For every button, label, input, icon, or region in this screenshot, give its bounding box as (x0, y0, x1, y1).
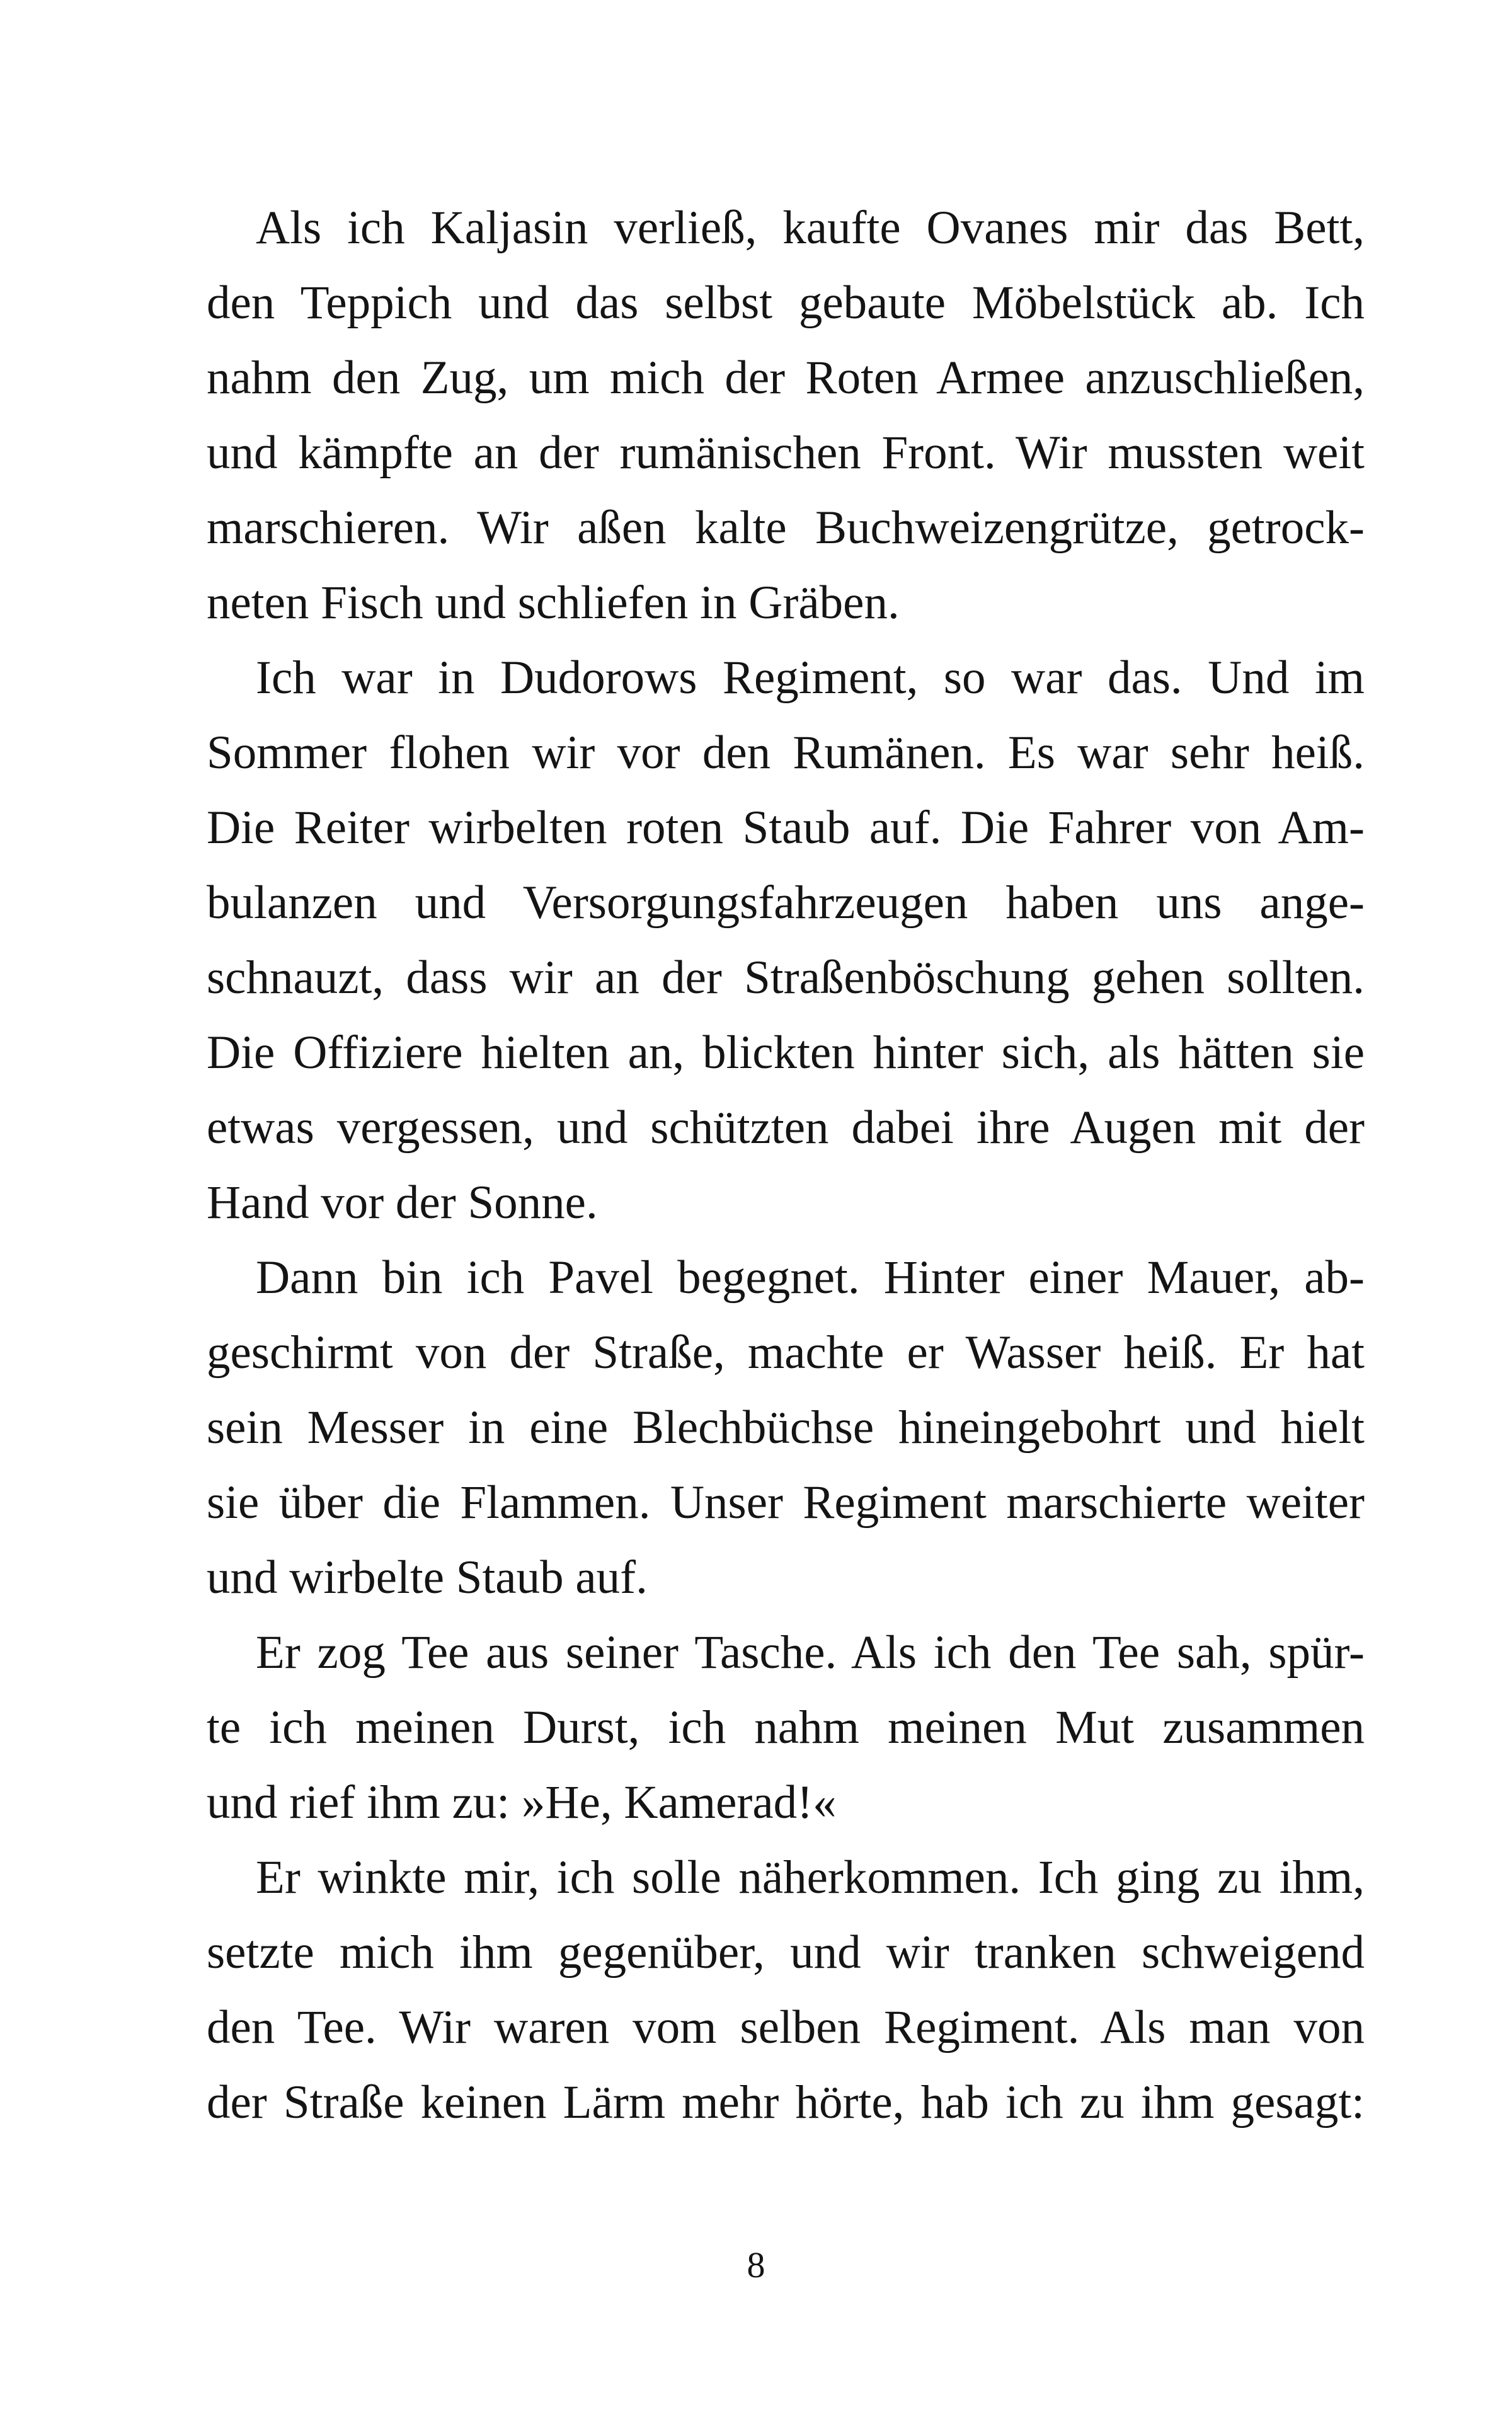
text-line: marschieren. Wir aßen kalte Buchweizengrütze, getrock- (207, 502, 1365, 554)
text-line: und wirbelte Staub auf. (207, 1551, 648, 1604)
text-line: Die Reiter wirbelten roten Staub auf. Die Fahrer von Am- (207, 802, 1365, 854)
text-line: te ich meinen Durst, ich nahm meinen Mut zusammen (207, 1701, 1365, 1754)
text-line: Er winkte mir, ich solle näherkommen. Ich ging zu ihm, (256, 1851, 1365, 1904)
text-line: Er zog Tee aus seiner Tasche. Als ich den Tee sah, spür- (256, 1626, 1365, 1679)
text-line: schnauzt, dass wir an der Straßenböschung gehen sollten. (207, 951, 1365, 1004)
text-line: Die Offiziere hielten an, blickten hinter sich, als hätten sie (207, 1026, 1365, 1079)
text-line: Dann bin ich Pavel begegnet. Hinter einer Mauer, ab- (256, 1251, 1365, 1304)
text-line: setzte mich ihm gegenüber, und wir tranken schweigend (207, 1926, 1365, 1979)
body-text (207, 190, 1365, 2140)
text-line: nahm den Zug, um mich der Roten Armee anzuschließen, (207, 352, 1365, 404)
text-line: und kämpfte an der rumänischen Front. Wir mussten weit (207, 427, 1365, 479)
page-number: 8 (747, 2244, 765, 2285)
text-line: etwas vergessen, und schützten dabei ihre Augen mit der (207, 1101, 1365, 1154)
text-line: Sommer flohen wir vor den Rumänen. Es war sehr heiß. (207, 727, 1365, 779)
text-line: Ich war in Dudorows Regiment, so war das. Und im (256, 652, 1365, 704)
text-line: und rief ihm zu: »He, Kamerad!« (207, 1776, 837, 1829)
text-line: der Straße keinen Lärm mehr hörte, hab ich zu ihm gesagt: (207, 2076, 1365, 2129)
text-line: den Teppich und das selbst gebaute Möbelstück ab. Ich (207, 277, 1365, 329)
text-line: Als ich Kaljasin verließ, kaufte Ovanes mir das Bett, (256, 202, 1365, 254)
text-line: sein Messer in eine Blechbüchse hineingebohrt und hielt (207, 1401, 1365, 1454)
text-line: bulanzen und Versorgungsfahrzeugen haben uns ange- (207, 876, 1365, 929)
text-line: neten Fisch und schliefen in Gräben. (207, 577, 900, 629)
text-line: Hand vor der Sonne. (207, 1176, 598, 1229)
text-line: geschirmt von der Straße, machte er Wasser heiß. Er hat (207, 1326, 1365, 1379)
text-line: sie über die Flammen. Unser Regiment marschierte weiter (207, 1476, 1365, 1529)
text-line: den Tee. Wir waren vom selben Regiment. Als man von (207, 2001, 1365, 2054)
